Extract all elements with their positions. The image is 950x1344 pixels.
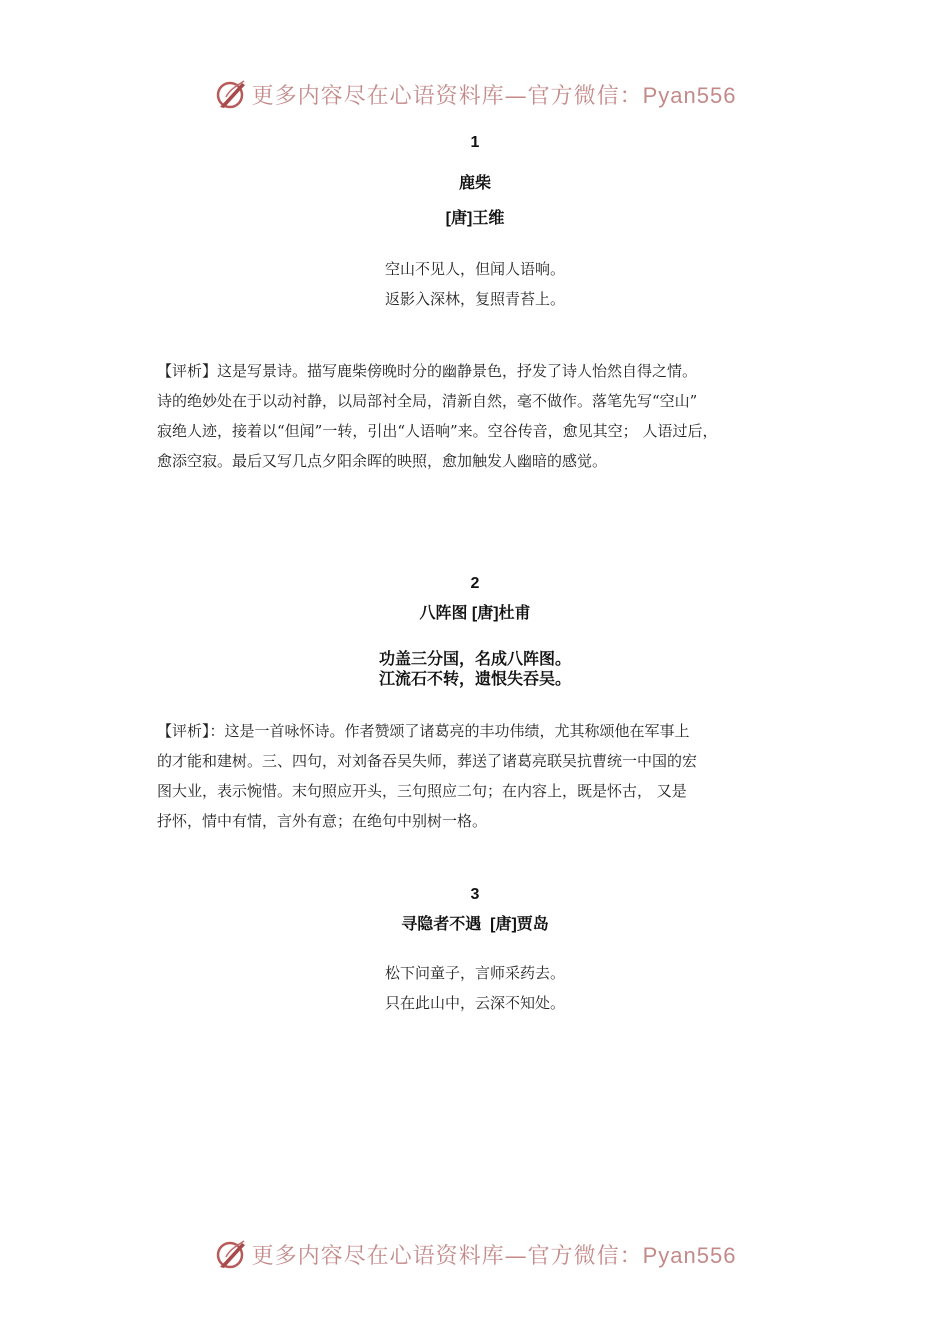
poem-3-line-2: 只在此山中，云深不知处。 bbox=[384, 994, 565, 1012]
analysis-line: 寂绝人迹，接着以“但闻”一转，引出“人语响”来。空谷传音，愈见其空； 人语过后， bbox=[157, 422, 718, 440]
poem-1-title: 鹿柴 bbox=[458, 175, 491, 192]
poem-1-analysis bbox=[157, 356, 807, 476]
poem-2-analysis bbox=[157, 716, 807, 836]
poem-1-line-2: 返影入深林，复照青苔上。 bbox=[384, 290, 565, 308]
poem-3-line-1: 松下问童子，言师采药去。 bbox=[384, 964, 565, 982]
quill-pen-logo-icon bbox=[214, 77, 248, 111]
poem-2-heading: 八阵图 [唐]杜甫 bbox=[419, 605, 531, 622]
analysis-line: 【评析】这是写景诗。描写鹿柴傍晚时分的幽静景色，抒发了诗人怡然自得之情。 bbox=[157, 362, 698, 380]
quill-pen-logo-icon bbox=[214, 1237, 248, 1271]
watermark-banner-bottom bbox=[0, 1232, 950, 1276]
wechat-id: Pyan556 bbox=[642, 82, 737, 108]
analysis-line: 诗的绝妙处在于以动衬静，以局部衬全局，清新自然，毫不做作。落笔先写“空山” bbox=[157, 392, 698, 410]
poem-2-number: 2 bbox=[470, 575, 480, 592]
watermark-text: 更多内容尽在心语资料库—官方微信：Pyan556 bbox=[251, 1242, 737, 1269]
watermark-text: 更多内容尽在心语资料库—官方微信：Pyan556 bbox=[251, 82, 737, 109]
poem-3-heading: 寻隐者不遇 [唐]贾岛 bbox=[401, 916, 549, 933]
wechat-id: Pyan556 bbox=[642, 1242, 737, 1268]
watermark-banner-top bbox=[0, 72, 950, 116]
poem-3-number: 3 bbox=[470, 886, 480, 903]
analysis-line: 【评析】：这是一首咏怀诗。作者赞颂了诸葛亮的丰功伟绩，尤其称颂他在军事上 bbox=[157, 722, 690, 740]
analysis-line: 愈添空寂。最后又写几点夕阳余晖的映照，愈加触发人幽暗的感觉。 bbox=[157, 452, 608, 470]
analysis-line: 的才能和建树。三、四句，对刘备吞吴失师，葬送了诸葛亮联吴抗曹统一中国的宏 bbox=[157, 752, 698, 770]
poem-1-line-1: 空山不见人，但闻人语响。 bbox=[384, 260, 565, 278]
poem-1-author: [唐]王维 bbox=[445, 210, 505, 227]
analysis-line: 图大业，表示惋惜。末句照应开头，三句照应二句；在内容上，既是怀古， 又是 bbox=[157, 782, 687, 800]
poem-2-line-1: 功盖三分国，名成八阵图。 bbox=[378, 651, 571, 668]
poem-2-line-2: 江流石不转，遗恨失吞吴。 bbox=[378, 671, 571, 688]
poem-1-number: 1 bbox=[470, 134, 480, 151]
analysis-line: 抒怀，情中有情，言外有意；在绝句中别树一格。 bbox=[157, 812, 488, 830]
